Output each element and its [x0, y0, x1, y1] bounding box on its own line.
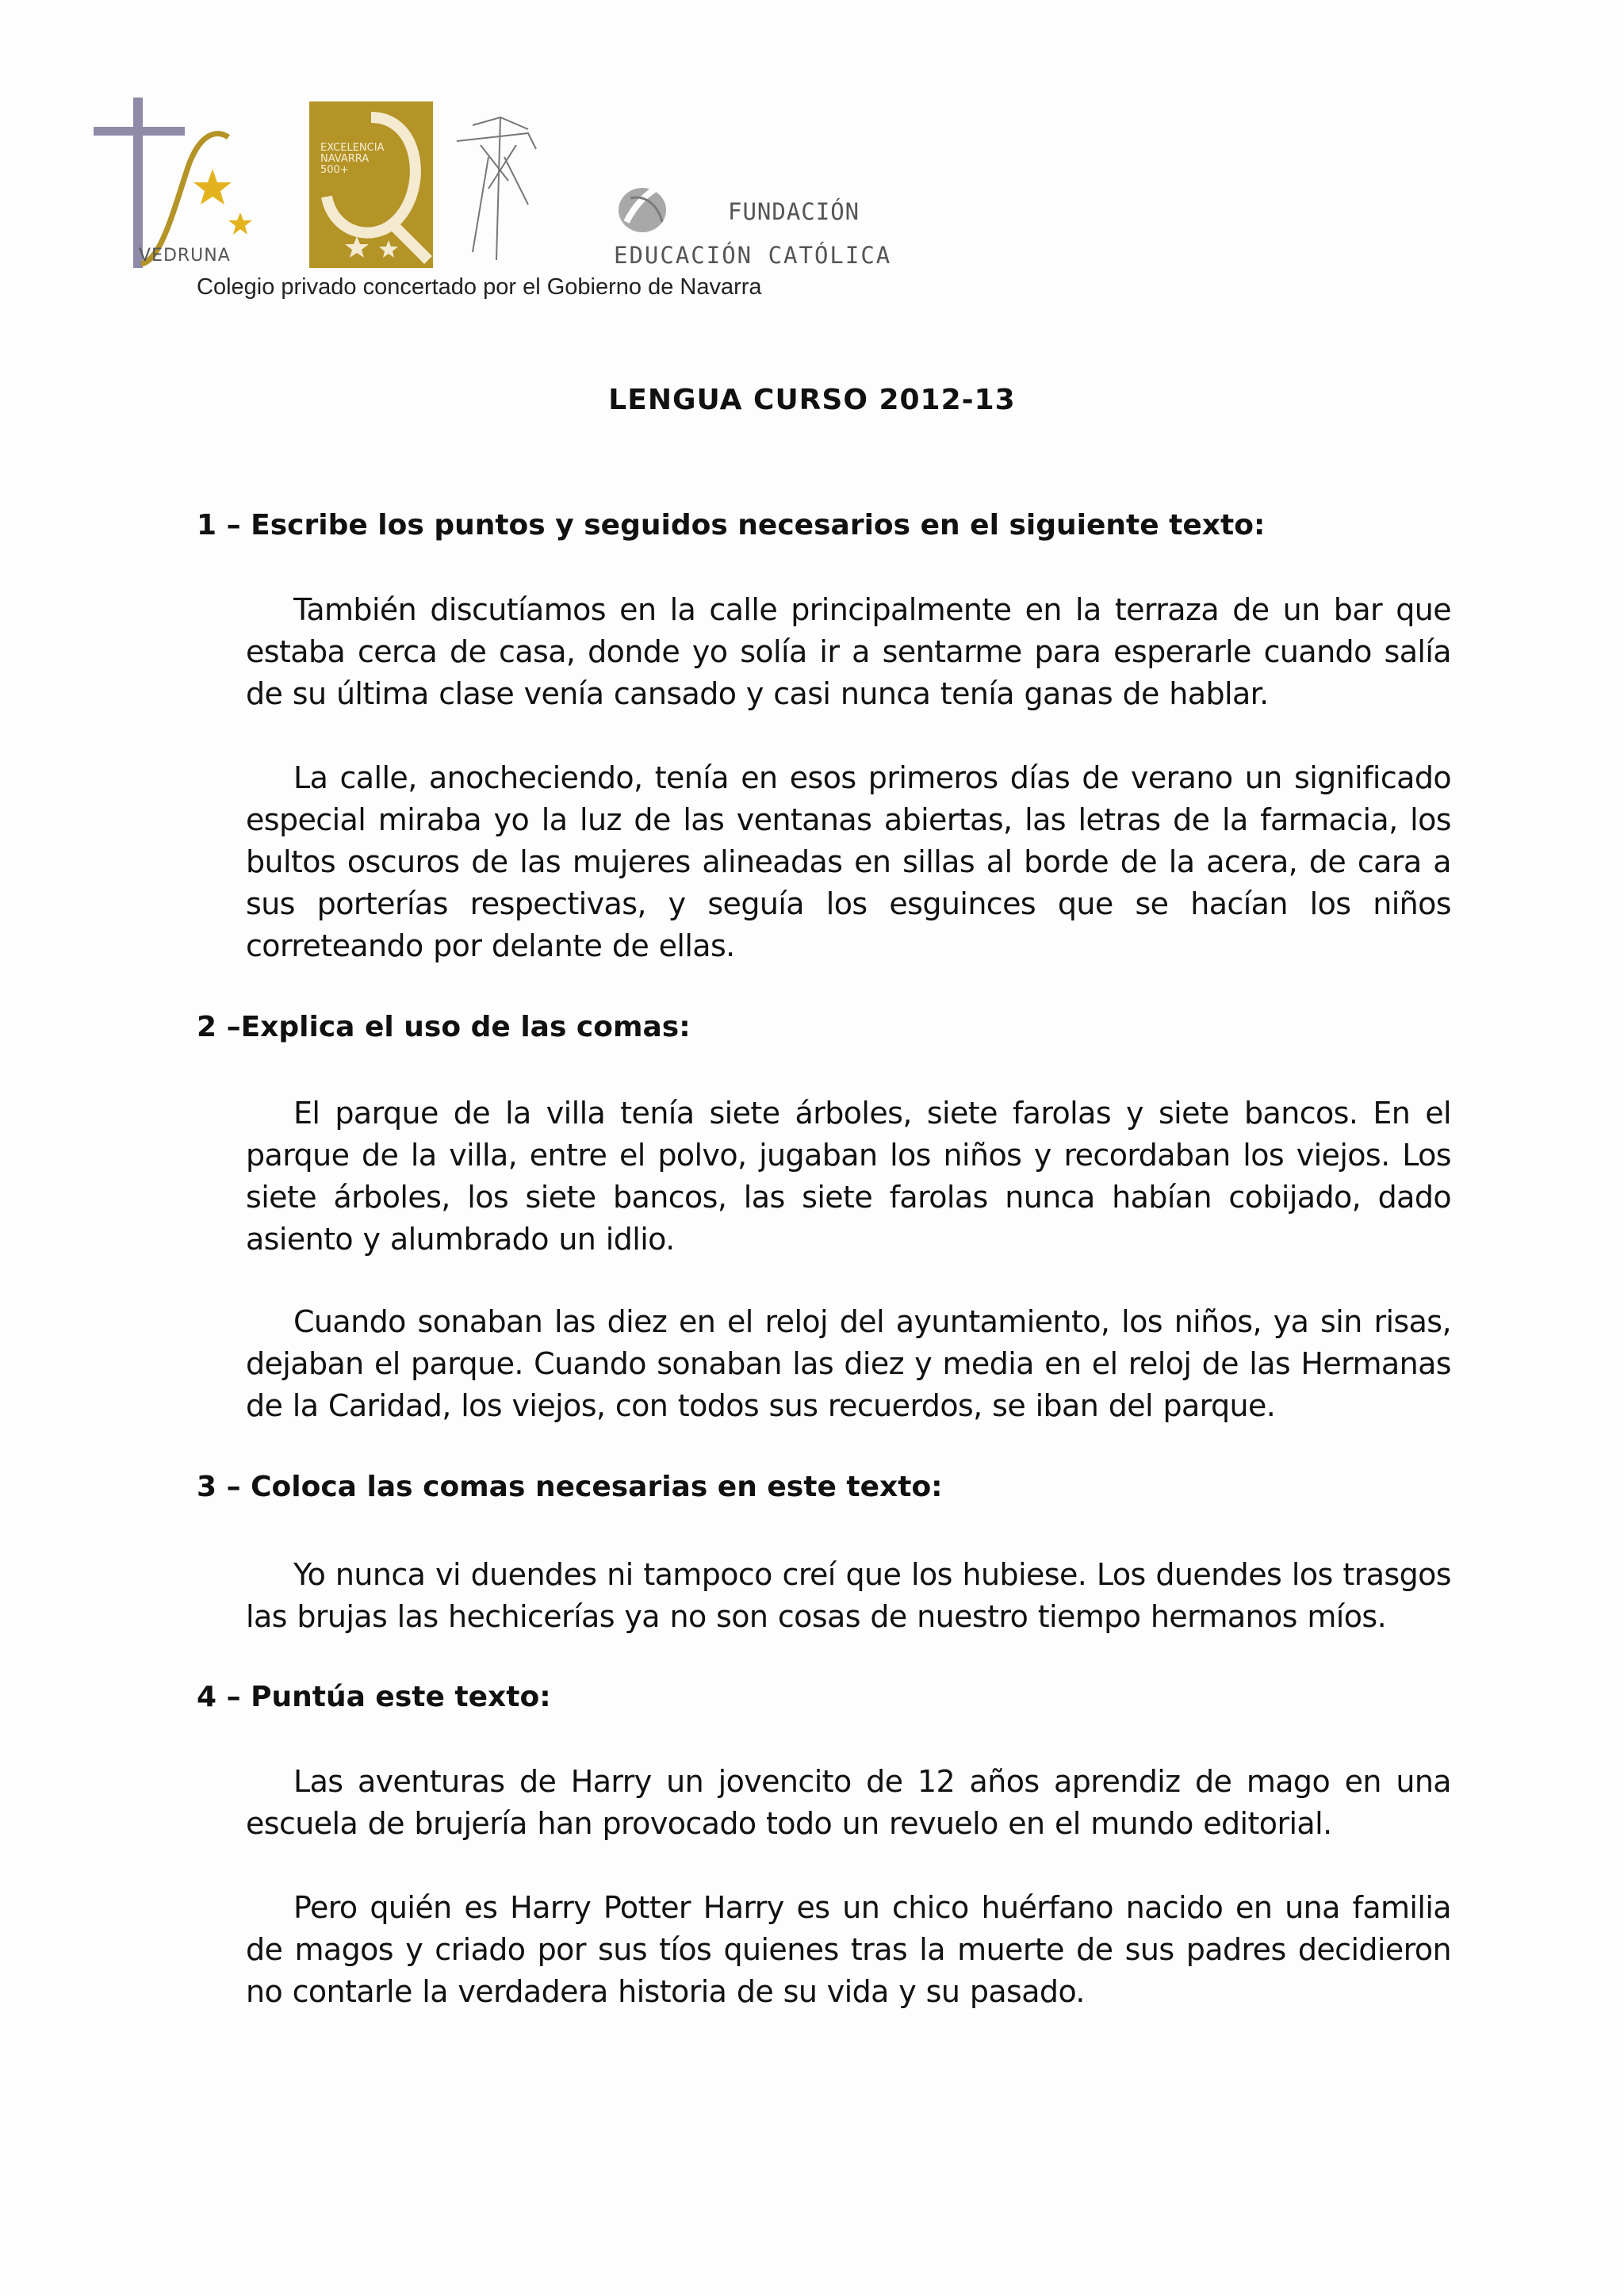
section-2-heading: 2 –Explica el uso de las comas:	[197, 1011, 691, 1043]
school-caption: Colegio privado concertado por el Gobierno de Navarra	[197, 274, 762, 300]
excelencia-logo-text: EXCELENCIA NAVARRA 500+	[320, 142, 385, 176]
section-4-paragraph-2: Pero quién es Harry Potter Harry es un chico huérfano nacido en una familia de magos y criado por sus tíos quienes tras la muerte de sus padres decidieron no contarle la verdadera historia de su vida y su pasado.	[246, 1890, 1451, 2009]
section-1-paragraph-1: También discutíamos en la calle principalmente en la terraza de un bar que estaba cerca de casa, donde yo solía ir a sentarme para esperarle cuando salía de su última clase venía cansado y casi nunca tenía ganas de hablar.	[246, 592, 1451, 711]
excelencia-navarra-logo	[309, 101, 433, 268]
fundacion-globe-icon	[611, 174, 682, 238]
section-1-heading: 1 – Escribe los puntos y seguidos necesarios en el siguiente texto:	[197, 509, 1266, 541]
fundacion-logo-line1: FUNDACIÓN	[728, 198, 860, 225]
section-4-heading: 4 – Puntúa este texto:	[197, 1681, 551, 1713]
section-4-paragraph-1: Las aventuras de Harry un jovencito de 12 años aprendiz de mago en una escuela de brujería han provocado todo un revuelo en el mundo editorial.	[246, 1764, 1451, 1841]
section-3-heading: 3 – Coloca las comas necesarias en este texto:	[197, 1471, 943, 1503]
document-title: LENGUA CURSO 2012-13	[608, 384, 1016, 416]
vedruna-logo-text: VEDRUNA	[139, 246, 231, 266]
section-3-paragraph-1: Yo nunca vi duendes ni tampoco creí que los hubiese. Los duendes los trasgos las brujas las hechicerías ya no son cosas de nuestro tiempo hermanos míos.	[246, 1557, 1451, 1634]
fundacion-logo-line2: EDUCACIÓN CATÓLICA	[614, 242, 892, 269]
section-1-paragraph-2: La calle, anocheciendo, tenía en esos primeros días de verano un significado especial miraba yo la luz de las ventanas abiertas, las letras de la farmacia, los bultos oscuros de las mujeres alineadas en sillas al borde de la acera, de cara a sus porterías respectivas, y seguía los esguinces que se hacían los niños correteando por delante de ellas.	[246, 760, 1451, 963]
section-2-paragraph-1: El parque de la villa tenía siete árboles, siete farolas y siete bancos. En el parque de la villa, entre el polvo, jugaban los niños y recordaban los viejos. Los siete árboles, los siete bancos, las siete farolas nunca habían cobijado, dado asiento y alumbrado un idlio.	[246, 1096, 1451, 1257]
cross-sketch-logo	[441, 109, 544, 268]
section-2-paragraph-2: Cuando sonaban las diez en el reloj del ayuntamiento, los niños, ya sin risas, dejaban el parque. Cuando sonaban las diez y media en el reloj de las Hermanas de la Caridad, los viejos, con todos sus recuerdos, se iban del parque.	[246, 1304, 1451, 1423]
